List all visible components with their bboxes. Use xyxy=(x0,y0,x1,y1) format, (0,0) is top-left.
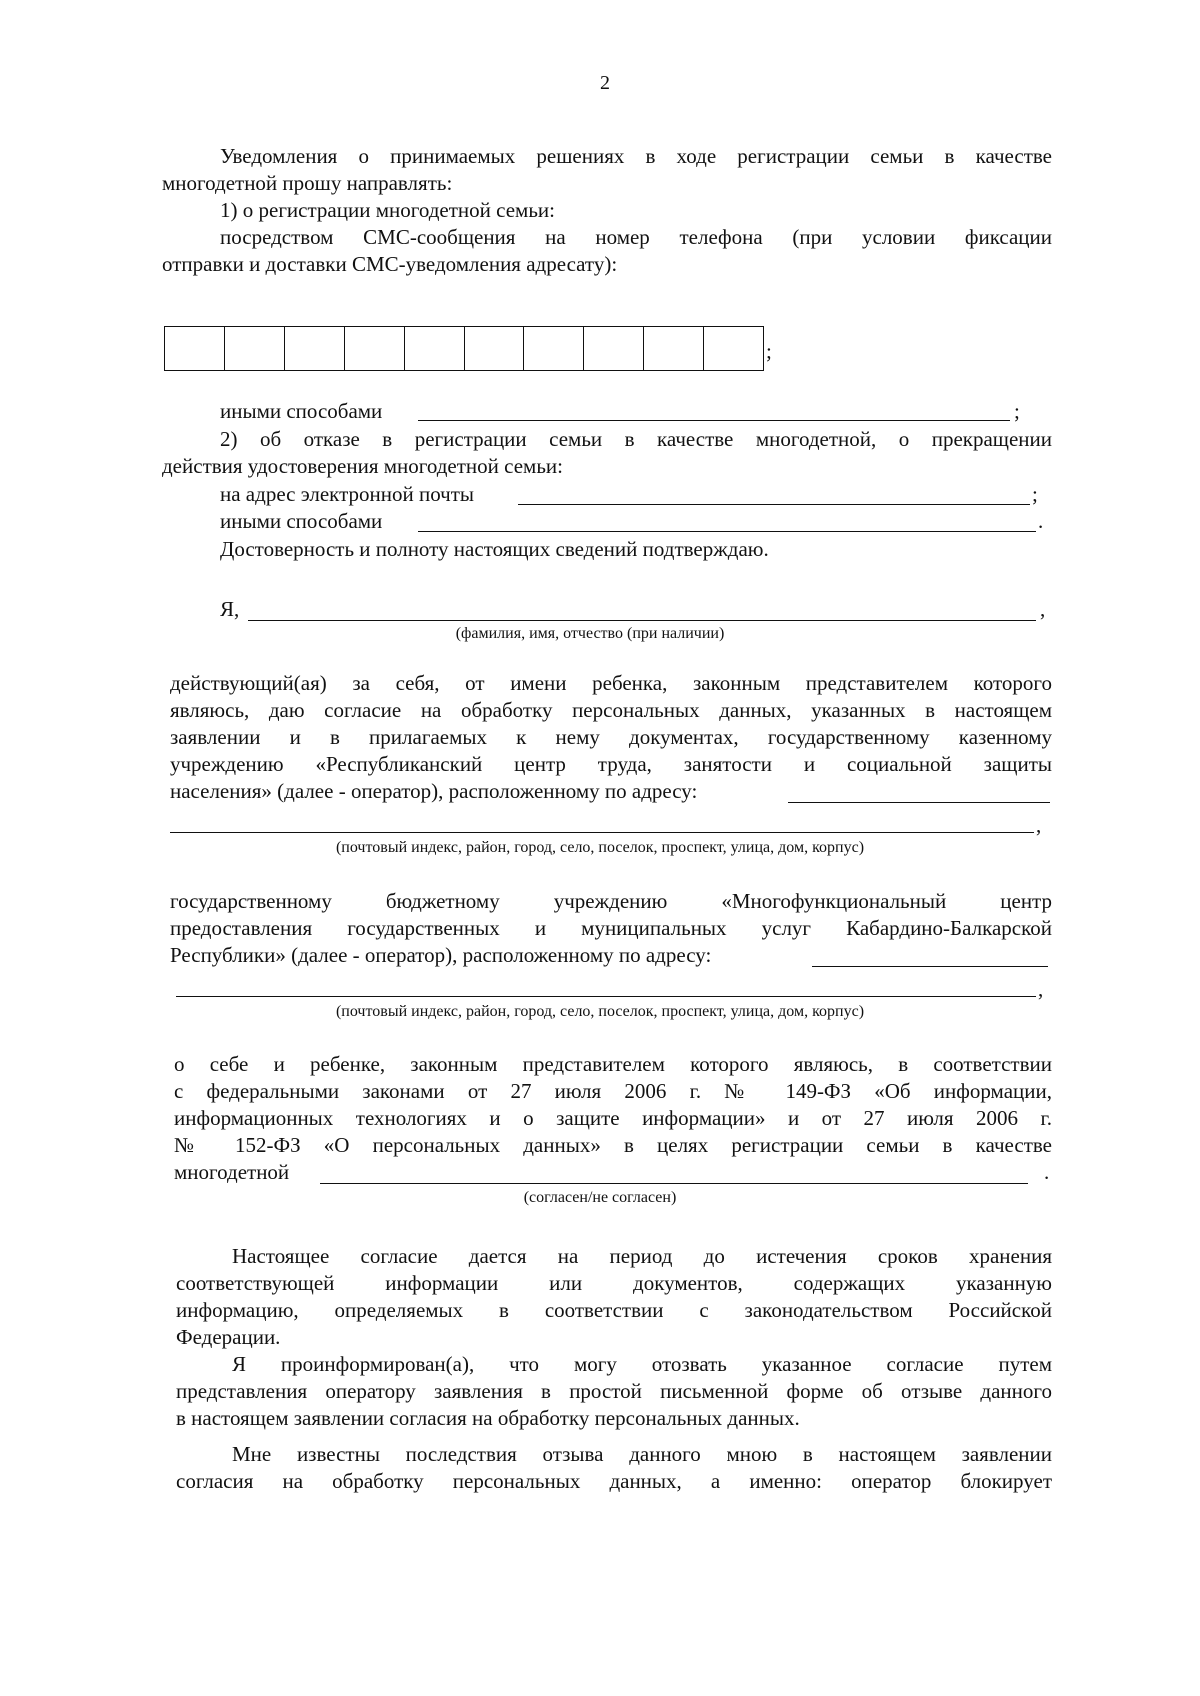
other-means-1-label: иными способами xyxy=(220,399,383,423)
consent-2-line-3: Республики» (далее - оператор), расположенному по адресу: xyxy=(170,943,712,967)
informed-line-2: представления оператору заявления в простой письменной форме об отзыве данного xyxy=(176,1379,1052,1403)
full-name-caption: (фамилия, имя, отчество (при наличии) xyxy=(455,625,725,642)
phone-digit-cell[interactable] xyxy=(285,327,345,370)
address-1-end: , xyxy=(1036,813,1042,837)
period-line-2: соответствующей информации или документов, содержащих указанную xyxy=(176,1271,1052,1295)
consent-1-line-4: учреждению «Республиканский центр труда, занятости и социальной защиты xyxy=(170,752,1052,776)
consent-2-line-2: предоставления государственных и муниципальных услуг Кабардино-Балкарской xyxy=(170,916,1052,940)
item-2-line-1: 2) об отказе в регистрации семьи в качестве многодетной, о прекращении xyxy=(220,427,1052,451)
period-line-1: Настоящее согласие дается на период до истечения сроков хранения xyxy=(232,1244,1052,1268)
address-1-inline-line[interactable] xyxy=(788,802,1050,803)
address-2-end: , xyxy=(1038,977,1044,1001)
name-prefix: Я, xyxy=(220,597,240,621)
phone-grid-suffix: ; xyxy=(766,339,772,363)
sms-line-1: посредством СМС-сообщения на номер телефона (при условии фиксации xyxy=(220,225,1052,249)
phone-digit-cell[interactable] xyxy=(225,327,285,370)
item-2-line-2: действия удостоверения многодетной семьи: xyxy=(162,454,563,478)
agree-line[interactable] xyxy=(320,1183,1028,1184)
consent-2-line-1: государственному бюджетному учреждению «Многофункциональный центр xyxy=(170,889,1052,913)
page-number: 2 xyxy=(600,72,610,94)
other-means-1-end: ; xyxy=(1014,399,1020,423)
phone-digit-cell[interactable] xyxy=(584,327,644,370)
consequences-line-1: Мне известны последствия отзыва данного мною в настоящем заявлении xyxy=(232,1442,1052,1466)
phone-digit-cell[interactable] xyxy=(644,327,704,370)
email-label: на адрес электронной почты xyxy=(220,482,475,506)
agree-caption: (согласен/не согласен) xyxy=(523,1189,677,1206)
consent-3-line-1: о себе и ребенке, законным представителем которого являюсь, в соответствии xyxy=(174,1052,1052,1076)
confirm-statement: Достоверность и полноту настоящих сведений подтверждаю. xyxy=(220,537,769,561)
consent-1-line-3: заявлении и в прилагаемых к нему документах, государственному казенному xyxy=(170,725,1052,749)
consent-3-line-3: информационных технологиях и о защите информации» и от 27 июля 2006 г. xyxy=(174,1106,1052,1130)
address-2-inline-line[interactable] xyxy=(812,966,1048,967)
phone-digit-cell[interactable] xyxy=(524,327,584,370)
informed-line-1: Я проинформирован(а), что могу отозвать указанное согласие путем xyxy=(232,1352,1052,1376)
informed-line-3: в настоящем заявлении согласия на обработку персональных данных. xyxy=(176,1406,800,1430)
phone-digit-cell[interactable] xyxy=(165,327,225,370)
address-1-line[interactable] xyxy=(170,832,1034,833)
agree-end: . xyxy=(1044,1160,1050,1184)
other-means-2-label: иными способами xyxy=(220,509,383,533)
consequences-line-2: согласия на обработку персональных данных, а именно: оператор блокирует xyxy=(176,1469,1052,1493)
consent-3-line-5: многодетной xyxy=(174,1160,290,1184)
consent-1-line-1: действующий(ая) за себя, от имени ребенка, законным представителем которого xyxy=(170,671,1052,695)
period-line-3: информацию, определяемых в соответствии с законодательством Российской xyxy=(176,1298,1052,1322)
phone-digit-cell[interactable] xyxy=(345,327,405,370)
consent-3-line-2: с федеральными законами от 27 июля 2006 г. № 149-ФЗ «Об информации, xyxy=(174,1079,1052,1103)
email-end: ; xyxy=(1032,482,1038,506)
intro-line-1: Уведомления о принимаемых решениях в ходе регистрации семьи в качестве xyxy=(220,144,1052,168)
consent-1-line-2: являюсь, даю согласие на обработку персональных данных, указанных в настоящем xyxy=(170,698,1052,722)
period-line-4: Федерации. xyxy=(176,1325,281,1349)
consent-1-line-5: населения» (далее - оператор), расположенному по адресу: xyxy=(170,779,698,803)
other-means-1-line[interactable] xyxy=(418,420,1010,421)
email-line[interactable] xyxy=(518,504,1030,505)
intro-line-2: многодетной прошу направлять: xyxy=(162,171,453,195)
phone-digit-cell[interactable] xyxy=(465,327,525,370)
sms-line-2: отправки и доставки СМС-уведомления адресату): xyxy=(162,252,618,276)
consent-3-line-4: № 152-ФЗ «О персональных данных» в целях регистрации семьи в качестве xyxy=(174,1133,1052,1157)
name-end: , xyxy=(1040,597,1046,621)
address-2-caption: (почтовый индекс, район, город, село, поселок, проспект, улица, дом, корпус) xyxy=(335,1003,865,1020)
phone-number-grid[interactable] xyxy=(164,326,764,371)
full-name-line[interactable] xyxy=(248,620,1036,621)
other-means-2-end: . xyxy=(1038,509,1044,533)
address-2-line[interactable] xyxy=(176,996,1036,997)
other-means-2-line[interactable] xyxy=(418,531,1036,532)
item-1-registration: 1) о регистрации многодетной семьи: xyxy=(220,198,555,222)
phone-digit-cell[interactable] xyxy=(405,327,465,370)
address-1-caption: (почтовый индекс, район, город, село, поселок, проспект, улица, дом, корпус) xyxy=(335,839,865,856)
phone-digit-cell[interactable] xyxy=(704,327,763,370)
